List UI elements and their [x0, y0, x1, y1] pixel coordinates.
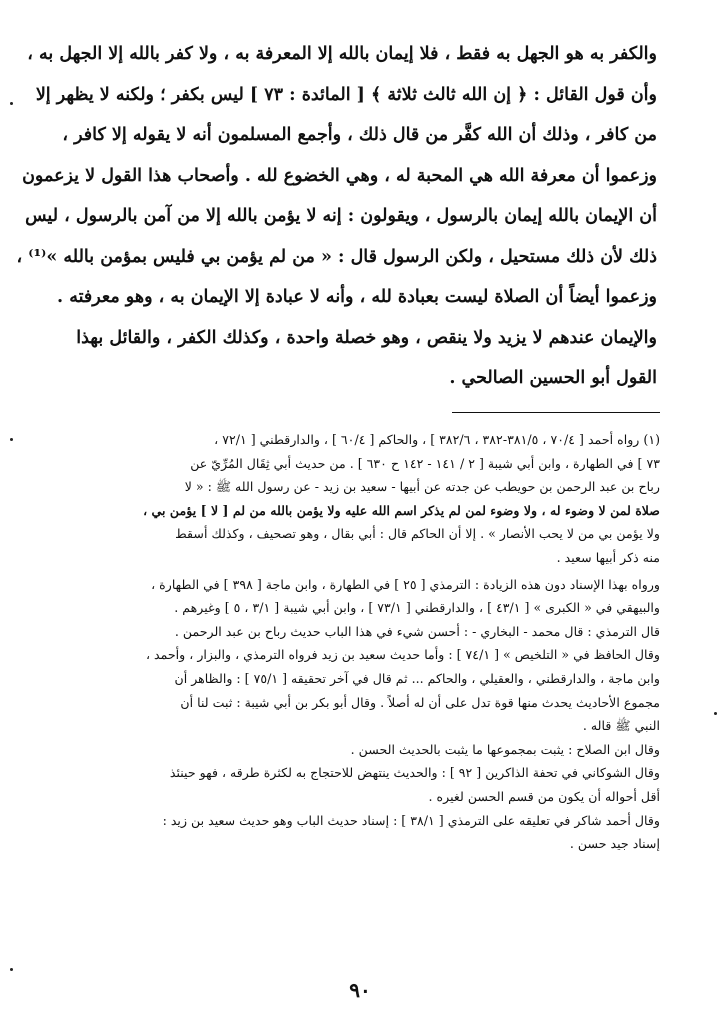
body-line: وزعموا أيضاً أن الصلاة ليست بعبادة لله ، وأنه لا عبادة إلا الإيمان به ، وهو معرفته .	[57, 287, 657, 307]
footnote-line: مجموع الأحاديث يحدث منها قوة تدل على أن له أصلاً . وقال أبو بكر بن أبي شيبة : ثبت لنا أن	[180, 694, 660, 710]
page-number: ٩٠	[349, 978, 371, 1002]
footnote-line: ورواه بهذا الإسناد دون هذه الزيادة : الترمذي [ ٢٥ ] في الطهارة ، وابن ماجة [ ٣٩٨ ] في الطهارة ،	[151, 576, 660, 592]
scan-speck	[10, 102, 13, 105]
body-line: وأن قول القائل : ﴿ إن الله ثالث ثلاثة ﴾ [ المائدة : ٧٣ ] ليس بكفر ؛ ولكنه لا يظهر إلا	[35, 84, 657, 105]
scan-speck	[10, 438, 13, 441]
body-line: ذلك لأن ذلك مستحيل ، ولكن الرسول قال : « من لم يؤمن بي فليس بمؤمن بالله »⁽¹⁾ ،	[16, 246, 657, 267]
body-line: وزعموا أن معرفة الله هي المحبة له ، وهي الخضوع لله . وأصحاب هذا القول لا يزعمون	[22, 165, 657, 186]
footnote-line: أقل أحواله أن يكون من قسم الحسن لغيره .	[428, 788, 660, 804]
footnote-line: قال الترمذي : قال محمد - البخاري - : أحسن شيء في هذا الباب حديث رباح بن عبد الرحمن .	[174, 623, 660, 639]
footnote-separator	[452, 412, 660, 413]
body-line: والكفر به هو الجهل به فقط ، فلا إيمان بالله إلا المعرفة به ، ولا كفر بالله إلا الجهل به ،	[27, 44, 657, 64]
footnote-line: وقال ابن الصلاح : يثبت بمجموعها ما يثبت بالحديث الحسن .	[350, 741, 660, 757]
footnote-line: وقال الشوكاني في تحفة الذاكرين [ ٩٢ ] : والحديث ينتهض للاحتجاج به لكثرة طرقه ، فهو حينئذ	[169, 765, 660, 781]
main-body-text	[16, 34, 657, 399]
footnote-line: ٧٣ ] في الطهارة ، وابن أبي شيبة [ ٢ / ١٤١ - ١٤٢ ح ٦٣٠ ] . من حديث أبي ثِقَال المُرِّيّ عن	[190, 455, 660, 471]
footnote-line: رباح بن عبد الرحمن بن حويطب عن جدته عن أبيها - سعيد بن زيد - عن رسول الله ﷺ : « لا	[184, 479, 660, 495]
scan-speck	[714, 712, 717, 715]
body-line: والإيمان عندهم لا يزيد ولا ينقص ، وهو خصلة واحدة ، وكذلك الكفر ، والقائل بهذا	[76, 327, 657, 348]
footnote-line: منه ذكر أبيها سعيد .	[556, 549, 660, 565]
scan-speck	[10, 968, 13, 971]
footnote-line: النبي ﷺ قاله .	[582, 718, 660, 734]
footnote-line: وقال أحمد شاكر في تعليقه على الترمذي [ ٣٨/١ ] : إسناد حديث الباب وهو حديث سعيد بن زيد :	[162, 812, 660, 828]
footnote-line: إسناد جيد حسن .	[569, 836, 660, 852]
body-line: القول أبو الحسين الصالحي .	[449, 368, 657, 388]
footnote-line: وابن ماجة ، والدارقطني ، والعقيلي ، والحاكم ... ثم قال في آخر تحقيقه [ ٧٥/١ ] : والظاهر أن	[174, 670, 660, 686]
footnotes	[72, 428, 660, 856]
footnote-line: صلاة لمن لا وضوء له ، ولا وضوء لمن لم يذكر اسم الله عليه ولا يؤمن بالله من لم [ لا ] يؤمن بي ،	[143, 502, 660, 518]
footnote-line: والبيهقي في « الكبرى » [ ٤٣/١ ] ، والدارقطني [ ٧٣/١ ] ، وابن أبي شيبة [ ٣/١ ، ٥ ] وغيرهم .	[174, 600, 660, 616]
footnote-line: وقال الحافظ في « التلخيص » [ ٧٤/١ ] : وأما حديث سعيد بن زيد فرواه الترمذي ، والبزار ، وأحمد ،	[145, 647, 660, 663]
footnote-line: ولا يؤمن بي من لا يحب الأنصار » . إلا أن الحاكم قال : أبي بقال ، وهو تصحيف ، وكذلك أسقط	[175, 526, 660, 542]
body-line: أن الإيمان بالله إيمان بالرسول ، ويقولون : إنه لا يؤمن بالله إلا من آمن بالرسول ، ليس	[25, 206, 657, 226]
footnote-line: (١) رواه أحمد [ ٧٠/٤ ، ٣٨١/٥-٣٨٢ ، ٣٨٢/٦ ] ، والحاكم [ ٦٠/٤ ] ، والدارقطني [ ٧٢/١ ،	[214, 432, 660, 447]
body-line: من كافر ، وذلك أن الله كفَّر من قال ذلك ، وأجمع المسلمون أنه لا يقوله إلا كافر ،	[62, 125, 657, 145]
